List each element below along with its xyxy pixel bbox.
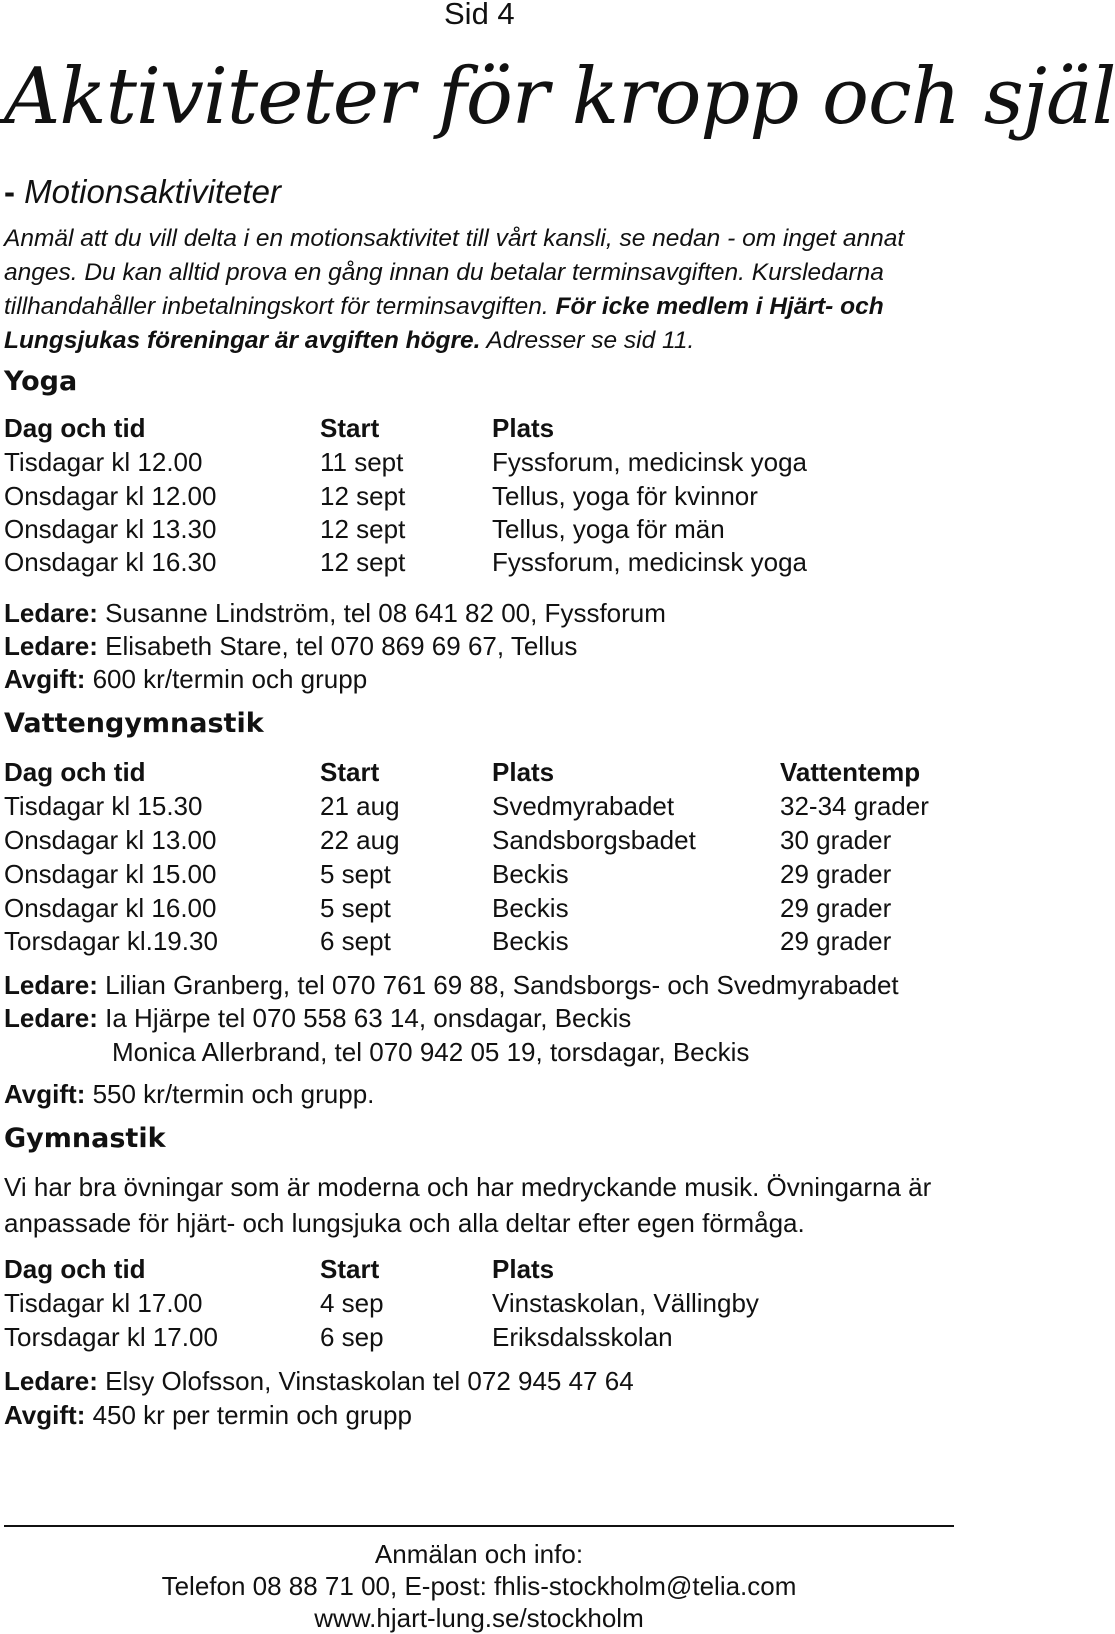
cell-start: 5 sept	[320, 893, 391, 923]
leader-text: Susanne Lindström, tel 08 641 82 00, Fyssforum	[97, 598, 666, 628]
yoga-heading: Yoga	[4, 366, 78, 397]
cell-start: 4 sep	[320, 1288, 384, 1318]
footer-contact: Telefon 08 88 71 00, E-post: fhlis-stockholm@telia.com	[161, 1571, 797, 1601]
fee-label: Avgift:	[4, 1400, 86, 1430]
cell-day: Onsdagar kl 15.00	[4, 859, 217, 889]
col-header-start: Start	[320, 1254, 380, 1284]
vattengymnastik-heading: Vattengymnastik	[4, 708, 264, 739]
cell-place: Tellus, yoga för kvinnor	[492, 481, 758, 511]
cell-place: Fyssforum, medicinsk yoga	[492, 547, 807, 577]
leader-label: Ledare:	[4, 970, 98, 1000]
footer-divider	[4, 1525, 954, 1527]
cell-day: Onsdagar kl 16.30	[4, 547, 217, 577]
subtitle-dash: -	[4, 173, 15, 210]
col-header-start: Start	[320, 757, 380, 787]
vatten-leader-2	[4, 1003, 631, 1034]
cell-place: Tellus, yoga för män	[492, 514, 725, 544]
cell-start: 12 sept	[320, 514, 406, 544]
col-header-day: Dag och tid	[4, 1254, 146, 1284]
cell-day: Onsdagar kl 13.00	[4, 825, 217, 855]
subtitle-text: Motionsaktiviteter	[24, 173, 281, 210]
col-header-watertemp: Vattentemp	[780, 757, 921, 787]
cell-watertemp: 30 grader	[780, 825, 892, 855]
cell-day: Torsdagar kl.19.30	[4, 926, 218, 956]
cell-start: 21 aug	[320, 791, 400, 821]
yoga-leader-1	[4, 598, 666, 629]
section-subtitle	[4, 173, 281, 211]
leader-text: Elsy Olofsson, Vinstaskolan tel 072 945 47 64	[97, 1366, 634, 1396]
cell-day: Onsdagar kl 16.00	[4, 893, 217, 923]
cell-watertemp: 29 grader	[780, 859, 892, 889]
page-title: Aktiviteter för kropp och själ	[4, 52, 1115, 142]
cell-day: Tisdagar kl 12.00	[4, 447, 203, 477]
cell-start: 12 sept	[320, 481, 406, 511]
cell-day: Tisdagar kl 17.00	[4, 1288, 203, 1318]
gym-fee	[4, 1400, 412, 1431]
fee-text: 550 kr/termin och grupp.	[85, 1079, 375, 1109]
intro-text-1: Anmäl att du vill delta i en motionsaktivitet till vårt kansli, se nedan - om inget annat anges. Du kan alltid prova en gång innan du betalar terminsavgiften. Kursledarna tillhandahåller inbetalningskort för terminsavgiften.	[4, 225, 905, 320]
gymnastik-heading: Gymnastik	[4, 1123, 166, 1154]
intro-bold-note: För icke medlem i Hjärt- och Lungsjukas föreningar är avgiften högre.	[4, 293, 884, 354]
vatten-leader-3: Monica Allerbrand, tel 070 942 05 19, torsdagar, Beckis	[112, 1037, 750, 1067]
footer-heading: Anmälan och info:	[374, 1539, 584, 1569]
cell-start: 6 sept	[320, 926, 391, 956]
fee-text: 450 kr per termin och grupp	[85, 1400, 412, 1430]
yoga-leader-2	[4, 631, 577, 662]
cell-place: Svedmyrabadet	[492, 791, 675, 821]
cell-place: Fyssforum, medicinsk yoga	[492, 447, 807, 477]
footer-website[interactable]: www.hjart-lung.se/stockholm	[314, 1603, 644, 1633]
cell-watertemp: 29 grader	[780, 893, 892, 923]
cell-day: Torsdagar kl 17.00	[4, 1322, 218, 1352]
cell-day: Onsdagar kl 13.30	[4, 514, 217, 544]
cell-day: Onsdagar kl 12.00	[4, 481, 217, 511]
gym-leader	[4, 1366, 634, 1397]
intro-paragraph	[4, 222, 944, 358]
cell-place: Eriksdalsskolan	[492, 1322, 673, 1352]
cell-place: Beckis	[492, 859, 569, 889]
cell-place: Vinstaskolan, Vällingby	[492, 1288, 759, 1318]
intro-text-2: Adresser se sid 11.	[480, 327, 695, 354]
leader-label: Ledare:	[4, 1003, 98, 1033]
cell-watertemp: 32-34 grader	[780, 791, 929, 821]
col-header-place: Plats	[492, 757, 555, 787]
leader-text: Lilian Granberg, tel 070 761 69 88, Sandsborgs- och Svedmyrabadet	[97, 970, 899, 1000]
vatten-leader-1	[4, 970, 899, 1001]
leader-text: Elisabeth Stare, tel 070 869 69 67, Tellus	[97, 631, 578, 661]
col-header-start: Start	[320, 413, 380, 443]
cell-day: Tisdagar kl 15.30	[4, 791, 203, 821]
cell-start: 6 sep	[320, 1322, 384, 1352]
cell-place: Beckis	[492, 926, 569, 956]
col-header-place: Plats	[492, 413, 555, 443]
cell-start: 5 sept	[320, 859, 391, 889]
leader-text: Ia Hjärpe tel 070 558 63 14, onsdagar, Beckis	[97, 1003, 632, 1033]
col-header-place: Plats	[492, 1254, 555, 1284]
cell-start: 11 sept	[320, 447, 404, 477]
cell-start: 12 sept	[320, 547, 406, 577]
col-header-day: Dag och tid	[4, 757, 146, 787]
cell-watertemp: 29 grader	[780, 926, 892, 956]
leader-label: Ledare:	[4, 1366, 98, 1396]
yoga-fee	[4, 664, 367, 695]
fee-text: 600 kr/termin och grupp	[85, 664, 368, 694]
gymnastik-description: Vi har bra övningar som är moderna och har medryckande musik. Övningarna är anpassade för hjärt- och lungsjuka och alla deltar efter egen förmåga.	[4, 1172, 932, 1238]
vatten-fee	[4, 1079, 374, 1110]
cell-place: Beckis	[492, 893, 569, 923]
page-number: Sid 4	[444, 0, 515, 31]
leader-label: Ledare:	[4, 598, 98, 628]
fee-label: Avgift:	[4, 664, 86, 694]
cell-start: 22 aug	[320, 825, 400, 855]
fee-label: Avgift:	[4, 1079, 86, 1109]
col-header-day: Dag och tid	[4, 413, 146, 443]
cell-place: Sandsborgsbadet	[492, 825, 696, 855]
leader-label: Ledare:	[4, 631, 98, 661]
